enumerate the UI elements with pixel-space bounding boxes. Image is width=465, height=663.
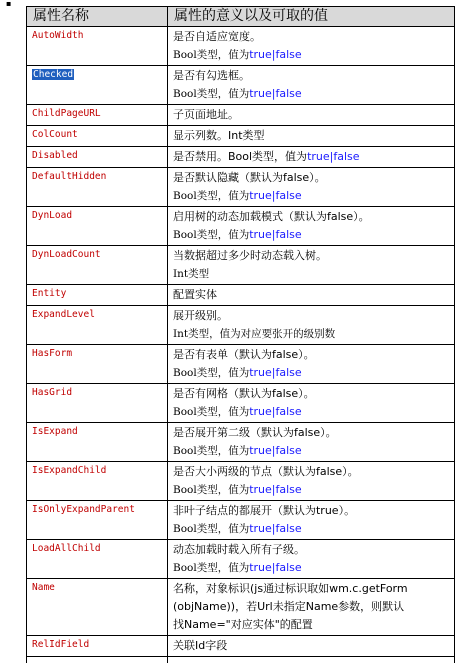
property-name-cell: [27, 423, 168, 462]
property-name-cell: [27, 105, 168, 126]
description-text: 子页面地址。: [173, 108, 239, 121]
property-name-cell: [27, 66, 168, 105]
description-text: 动态加载时载入所有子级。: [173, 543, 305, 556]
property-name-cell: [27, 462, 168, 501]
description-text: Int类型: [173, 268, 210, 280]
value-keyword: true|false: [249, 444, 302, 457]
description-line: [173, 637, 454, 655]
property-description-cell: [168, 423, 455, 462]
value-keyword: true|false: [249, 483, 302, 496]
value-keyword: true|false: [249, 228, 302, 241]
property-description-cell: [168, 246, 455, 285]
description-line: [173, 226, 454, 244]
description-text: Bool类型，值为: [173, 229, 250, 241]
property-name: IsExpandChild: [32, 465, 107, 476]
description-line: [173, 46, 454, 64]
description-line: [173, 403, 454, 421]
property-name: Checked: [33, 69, 74, 80]
description-line: [173, 208, 454, 226]
description-line: [173, 424, 454, 442]
description-text: 是否自适应宽度。: [173, 30, 261, 43]
value-keyword: true|false: [249, 366, 302, 379]
description-text: 显示列数。Int类型: [173, 129, 265, 142]
table-row: [27, 501, 455, 540]
property-name-cell: [27, 345, 168, 384]
property-name: Name: [32, 582, 55, 593]
table-row: [27, 207, 455, 246]
description-text: Int类型，值为对应要张开的级别数: [173, 328, 336, 340]
description-line: [173, 520, 454, 538]
description-line: [173, 265, 454, 283]
description-text: 是否有网格（默认为false）。: [173, 387, 315, 400]
description-text: Bool类型，值为: [173, 484, 250, 496]
value-keyword: true|false: [249, 522, 302, 535]
property-name: ChildPageURL: [32, 108, 101, 119]
bullet-marker: ▪: [6, 0, 12, 8]
description-line: [173, 364, 454, 382]
property-name-cell: [27, 126, 168, 147]
description-text: 是否默认隐藏（默认为false）。: [173, 171, 326, 184]
table-row: [27, 66, 455, 105]
property-name: LoadAllChild: [32, 543, 101, 554]
empty-cell: [168, 657, 455, 663]
table-row: [27, 126, 455, 147]
description-line: [173, 580, 454, 598]
property-table: [26, 6, 455, 663]
value-keyword: true|false: [249, 561, 302, 574]
description-text: 找Name="对应实体"的配置: [173, 618, 313, 631]
table-row: [27, 246, 455, 285]
table-row: [27, 105, 455, 126]
description-line: [173, 616, 454, 634]
property-description-cell: [168, 285, 455, 306]
property-name-cell: [27, 246, 168, 285]
description-text: 当数据超过多少时动态载入树。: [173, 249, 327, 262]
description-line: [173, 67, 454, 85]
description-text: 名称，对象标识(js通过标识取如wm.c.getForm: [173, 582, 408, 595]
description-line: [173, 559, 454, 577]
description-text: Bool类型，值为: [173, 88, 250, 100]
description-line: [173, 187, 454, 205]
property-name: HasForm: [32, 348, 73, 359]
property-name: IsOnlyExpandParent: [32, 504, 135, 515]
table-row: [27, 384, 455, 423]
description-text: 非叶子结点的都展开（默认为true）。: [173, 504, 356, 517]
property-name-cell: [27, 306, 168, 345]
property-name: HasGrid: [32, 387, 73, 398]
description-text: Bool类型，值为: [173, 49, 250, 61]
description-line: [173, 502, 454, 520]
property-name: DynLoadCount: [32, 249, 101, 260]
description-text: 是否禁用。Bool类型，值为: [173, 150, 308, 163]
description-text: Bool类型，值为: [173, 445, 250, 457]
description-line: [173, 385, 454, 403]
property-description-cell: [168, 66, 455, 105]
property-name: DefaultHidden: [32, 171, 107, 182]
description-text: 是否有表单（默认为false）。: [173, 348, 315, 361]
property-name-cell: [27, 147, 168, 168]
description-line: [173, 106, 454, 124]
property-name: Disabled: [32, 150, 78, 161]
description-line: [173, 127, 454, 145]
description-text: Bool类型，值为: [173, 562, 250, 574]
description-text: 是否展开第二级（默认为false）。: [173, 426, 337, 439]
empty-cell: [27, 657, 168, 663]
description-text: 是否大小两级的节点（默认为false）。: [173, 465, 359, 478]
description-text: 是否有勾选框。: [173, 69, 250, 82]
description-line: [173, 346, 454, 364]
table-header-row: [27, 7, 455, 27]
description-line: [173, 169, 454, 187]
property-name-cell: [27, 27, 168, 66]
property-name: Entity: [32, 288, 67, 299]
description-text: 启用树的动态加载模式（默认为false）。: [173, 210, 370, 223]
table-row-partial: [27, 657, 455, 663]
property-description-cell: [168, 636, 455, 657]
description-text: 配置实体: [173, 288, 217, 301]
property-description-cell: [168, 27, 455, 66]
property-description-cell: [168, 579, 455, 636]
property-name-cell: [27, 636, 168, 657]
table-row: [27, 285, 455, 306]
property-description-cell: [168, 147, 455, 168]
description-text: (objName))，若Url未指定Name参数，则默认: [173, 600, 405, 613]
property-name-cell: [27, 579, 168, 636]
property-description-cell: [168, 126, 455, 147]
property-name-cell: [27, 168, 168, 207]
property-name-cell: [27, 384, 168, 423]
property-name: AutoWidth: [32, 30, 84, 41]
description-text: 展开级别。: [173, 309, 228, 322]
table-row: [27, 462, 455, 501]
property-description-cell: [168, 345, 455, 384]
description-line: [173, 481, 454, 499]
description-line: [173, 307, 454, 325]
property-name: ColCount: [32, 129, 78, 140]
description-text: Bool类型，值为: [173, 523, 250, 535]
description-line: [173, 148, 454, 166]
property-name: DynLoad: [32, 210, 73, 221]
description-text: 关联Id字段: [173, 639, 228, 652]
property-description-cell: [168, 501, 455, 540]
description-line: [173, 247, 454, 265]
table-row: [27, 147, 455, 168]
property-name-cell: [27, 285, 168, 306]
property-description-cell: [168, 306, 455, 345]
table-row: [27, 345, 455, 384]
value-keyword: true|false: [249, 48, 302, 61]
property-description-cell: [168, 540, 455, 579]
description-line: [173, 28, 454, 46]
table-row: [27, 579, 455, 636]
table-row: [27, 168, 455, 207]
property-description-cell: [168, 462, 455, 501]
column-header-name: 属性名称: [27, 7, 168, 27]
value-keyword: true|false: [249, 189, 302, 202]
table-row: [27, 540, 455, 579]
description-line: [173, 463, 454, 481]
description-text: Bool类型，值为: [173, 367, 250, 379]
property-name-cell: [27, 540, 168, 579]
property-description-cell: [168, 384, 455, 423]
property-description-cell: [168, 105, 455, 126]
description-line: [173, 286, 454, 304]
table-row: [27, 27, 455, 66]
property-name: IsExpand: [32, 426, 78, 437]
value-keyword: true|false: [249, 405, 302, 418]
table-row: [27, 636, 455, 657]
description-line: [173, 598, 454, 616]
description-line: [173, 325, 454, 343]
column-header-description: 属性的意义以及可取的值: [168, 7, 455, 27]
property-name: ExpandLevel: [32, 309, 95, 320]
value-keyword: true|false: [307, 150, 360, 163]
description-line: [173, 442, 454, 460]
description-line: [173, 85, 454, 103]
description-text: Bool类型，值为: [173, 406, 250, 418]
table-row: [27, 306, 455, 345]
description-text: Bool类型，值为: [173, 190, 250, 202]
property-description-cell: [168, 207, 455, 246]
property-name-cell: [27, 501, 168, 540]
property-name: RelIdField: [32, 639, 90, 650]
property-name-cell: [27, 207, 168, 246]
value-keyword: true|false: [249, 87, 302, 100]
table-row: [27, 423, 455, 462]
description-line: [173, 541, 454, 559]
property-description-cell: [168, 168, 455, 207]
